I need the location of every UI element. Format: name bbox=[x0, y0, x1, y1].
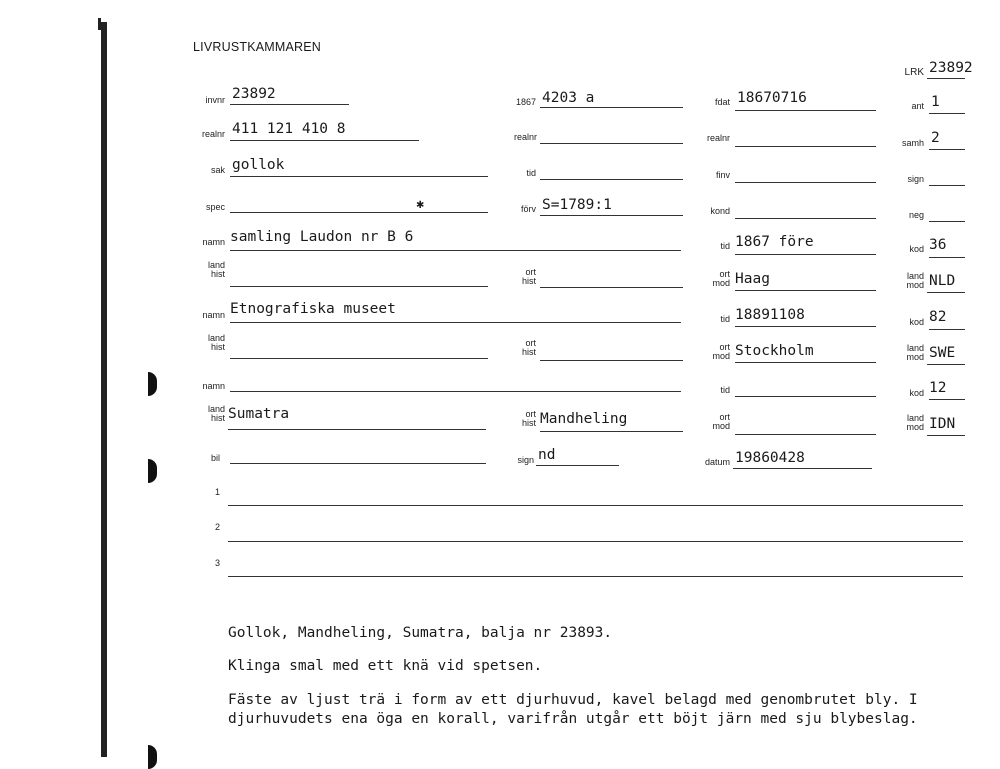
line-ort-mod-1 bbox=[735, 290, 876, 291]
line-namn-2 bbox=[230, 322, 681, 323]
label-bil: bil bbox=[210, 453, 220, 463]
field-ant: 1 bbox=[931, 94, 940, 110]
label-tid-2: tid bbox=[720, 314, 730, 324]
line-ort-hist-1 bbox=[540, 287, 683, 288]
check-mark: ✱ bbox=[416, 200, 425, 211]
card-title: LIVRUSTKAMMAREN bbox=[193, 40, 322, 54]
label-lrk: LRK bbox=[904, 67, 924, 78]
label-namn-1: namn bbox=[202, 237, 225, 247]
field-tid-1: 1867 före bbox=[735, 234, 814, 250]
line-datum bbox=[733, 468, 872, 469]
label-spec: spec bbox=[205, 202, 225, 212]
label-ort-hist-4: ort hist bbox=[521, 409, 536, 428]
line-ort-mod-2 bbox=[735, 362, 876, 363]
label-fdat: fdat bbox=[714, 97, 730, 107]
label-land-hist-4: land hist bbox=[207, 404, 225, 423]
field-sign: nd bbox=[538, 447, 556, 463]
line-samh bbox=[929, 149, 965, 150]
line-neg bbox=[929, 221, 965, 222]
label-ort-mod-1: ort mod bbox=[712, 269, 730, 288]
lrk-line bbox=[927, 78, 965, 79]
label-land-hist-2: land hist bbox=[207, 333, 225, 352]
label-land-mod-4: land mod bbox=[906, 413, 924, 432]
field-1867: 4203 a bbox=[542, 90, 595, 106]
field-namn-2: Etnografiska museet bbox=[230, 301, 396, 317]
field-invnr: 23892 bbox=[232, 86, 276, 102]
line-sak bbox=[230, 176, 488, 177]
field-forv: S=1789:1 bbox=[542, 197, 612, 213]
field-tid-2: 18891108 bbox=[735, 307, 805, 323]
label-realnr-2: realnr bbox=[513, 132, 537, 142]
line-land-hist-2 bbox=[230, 358, 488, 359]
line-invnr bbox=[230, 104, 349, 105]
line-ant bbox=[929, 113, 965, 114]
label-finv: finv bbox=[715, 170, 730, 180]
line-land-mod-2 bbox=[927, 364, 965, 365]
label-realnr-3: realnr bbox=[706, 133, 730, 143]
line-sign bbox=[929, 185, 965, 186]
line-realnr-3 bbox=[735, 146, 876, 147]
field-datum: 19860428 bbox=[735, 450, 805, 466]
line-ort-mod-4 bbox=[735, 434, 876, 435]
line-tid-3 bbox=[735, 396, 876, 397]
label-tid-1: tid bbox=[720, 241, 730, 251]
label-neg: neg bbox=[908, 210, 924, 220]
label-tid: tid bbox=[526, 168, 536, 178]
line-ort-hist-4 bbox=[540, 431, 683, 432]
field-sak: gollok bbox=[232, 157, 285, 173]
field-kod-1: 36 bbox=[929, 237, 947, 253]
label-line-3: 3 bbox=[214, 558, 220, 568]
punch-hole bbox=[139, 745, 157, 769]
field-ort-hist-4: Mandheling bbox=[540, 411, 628, 427]
label-tid-3: tid bbox=[720, 385, 730, 395]
line-namn-1 bbox=[230, 250, 681, 251]
note-line-2: Klinga smal med ett knä vid spetsen. bbox=[228, 658, 543, 674]
label-kod-3: kod bbox=[909, 388, 924, 398]
label-kod-2: kod bbox=[909, 317, 924, 327]
line-forv bbox=[540, 215, 683, 216]
label-line-1: 1 bbox=[214, 487, 220, 497]
field-ort-mod-1: Haag bbox=[735, 271, 770, 287]
field-land-hist-4: Sumatra bbox=[228, 406, 290, 422]
line-land-mod-4 bbox=[927, 435, 965, 436]
label-samh: samh bbox=[901, 138, 924, 148]
line-tid-2 bbox=[735, 326, 876, 327]
line-realnr bbox=[230, 140, 419, 141]
label-realnr: realnr bbox=[201, 129, 225, 139]
label-datum: datum bbox=[704, 457, 730, 467]
line-land-hist-4 bbox=[228, 429, 486, 430]
field-samh: 2 bbox=[931, 130, 940, 146]
label-ort-mod-4: ort mod bbox=[712, 412, 730, 431]
label-land-hist-1: land hist bbox=[207, 260, 225, 279]
label-sign: sign bbox=[907, 174, 924, 184]
field-land-mod-2: SWE bbox=[929, 345, 956, 361]
numbered-line-2 bbox=[228, 541, 963, 542]
line-land-hist-1 bbox=[230, 286, 488, 287]
label-namn-2: namn bbox=[202, 310, 225, 320]
numbered-line-3 bbox=[228, 576, 963, 577]
card-left-edge bbox=[101, 22, 107, 757]
field-land-mod-4: IDN bbox=[929, 416, 956, 432]
line-land-mod-1 bbox=[927, 292, 965, 293]
label-forv: förv bbox=[520, 204, 536, 214]
lrk-number: 23892 bbox=[929, 60, 973, 76]
field-fdat: 18670716 bbox=[737, 90, 807, 106]
field-land-mod-1: NLD bbox=[929, 273, 956, 289]
numbered-line-1 bbox=[228, 505, 963, 506]
label-land-mod-1: land mod bbox=[906, 271, 924, 290]
label-land-mod-2: land mod bbox=[906, 343, 924, 362]
field-namn-1: samling Laudon nr B 6 bbox=[230, 229, 414, 245]
line-namn-3 bbox=[230, 391, 681, 392]
field-ort-mod-2: Stockholm bbox=[735, 343, 814, 359]
note-line-1: Gollok, Mandheling, Sumatra, balja nr 23893. bbox=[228, 625, 613, 641]
label-1867: 1867 bbox=[515, 97, 536, 107]
label-ort-hist-2: ort hist bbox=[521, 338, 536, 357]
punch-hole bbox=[139, 459, 157, 483]
label-ort-mod-2: ort mod bbox=[712, 342, 730, 361]
line-ort-hist-2 bbox=[540, 360, 683, 361]
punch-hole bbox=[139, 372, 157, 396]
label-sign-2: sign bbox=[517, 455, 534, 465]
field-kod-2: 82 bbox=[929, 309, 947, 325]
note-line-3: Fäste av ljust trä i form av ett djurhuvud, kavel belagd med genombrutet bly. I bbox=[228, 692, 918, 708]
field-realnr: 411 121 410 8 bbox=[232, 121, 346, 137]
line-kod-1 bbox=[929, 257, 965, 258]
line-kod-3 bbox=[929, 399, 965, 400]
line-kod-2 bbox=[929, 329, 965, 330]
card-edge-tick bbox=[98, 18, 101, 30]
label-ort-hist-1: ort hist bbox=[521, 267, 536, 286]
label-kond: kond bbox=[710, 206, 730, 216]
line-tid bbox=[540, 179, 683, 180]
label-ant: ant bbox=[911, 101, 924, 111]
line-spec bbox=[230, 212, 488, 213]
label-namn-3: namn bbox=[202, 381, 225, 391]
line-bil bbox=[230, 463, 486, 464]
line-1867 bbox=[540, 107, 683, 108]
line-finv bbox=[735, 182, 876, 183]
label-line-2: 2 bbox=[214, 522, 220, 532]
line-realnr-2 bbox=[540, 143, 683, 144]
label-invnr: invnr bbox=[205, 95, 225, 105]
note-line-4: djurhuvudets ena öga en korall, varifrån utgår ett böjt järn med sju blybeslag. bbox=[228, 711, 918, 727]
label-sak: sak bbox=[210, 165, 225, 175]
line-fdat bbox=[735, 110, 876, 111]
label-kod-1: kod bbox=[909, 244, 924, 254]
line-tid-1 bbox=[735, 254, 876, 255]
field-kod-3: 12 bbox=[929, 380, 947, 396]
line-kond bbox=[735, 218, 876, 219]
line-sign-2 bbox=[536, 465, 619, 466]
